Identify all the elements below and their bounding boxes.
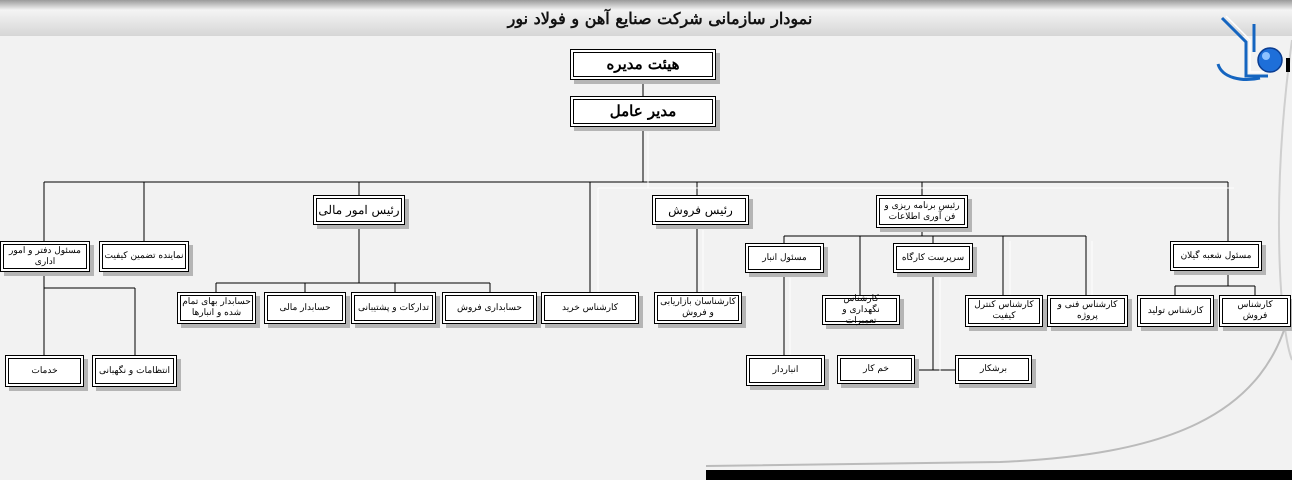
box-board	[570, 49, 716, 80]
box-qc-expert	[965, 295, 1043, 327]
box-warehouse-keeper	[746, 355, 825, 386]
label-bender: خم کار	[863, 364, 889, 374]
page-title: نمودار سازمانی شرکت صنایع آهن و فولاد نور	[507, 9, 813, 28]
box-ceo	[570, 96, 716, 127]
label-admin-head: مسئول دفتر و امور اداری	[9, 245, 81, 267]
label-tech-expert: کارشناس فنی و پروژه	[1057, 300, 1118, 321]
box-gilan-branch	[1170, 241, 1262, 271]
box-security	[92, 355, 177, 387]
label-production-expert: کارشناس تولید	[1147, 305, 1204, 316]
box-admin-head	[0, 241, 90, 272]
label-cutter: برشکار	[979, 364, 1008, 374]
box-sales-accounting	[442, 292, 537, 324]
label-services: خدمات	[31, 365, 58, 376]
box-planning-head	[876, 195, 968, 228]
box-sales-head	[652, 195, 749, 225]
bottom-decorative-bar	[706, 470, 1292, 480]
label-maint-expert: کارشناس نگهداری و تعمیرات	[842, 293, 880, 326]
label-marketing-experts: کارشناسان بازاریابی و فروش	[660, 297, 736, 318]
label-accountant-cost: حسابدار بهای تمام شده و انبارها	[182, 297, 251, 318]
box-finance-head	[313, 195, 405, 225]
label-warehouse-keeper: انباردار	[772, 365, 799, 375]
box-branch-sales-expert	[1219, 295, 1291, 327]
label-ceo: مدیر عامل	[609, 102, 677, 120]
box-accountant-cost	[177, 292, 256, 324]
label-sales-head: رئیس فروش	[668, 202, 733, 217]
label-branch-sales-expert: کارشناس فروش	[1237, 300, 1273, 321]
company-logo-icon	[1212, 12, 1290, 82]
label-gilan-branch: مسئول شعبه گیلان	[1180, 250, 1252, 261]
label-workshop-supervisor: سرپرست کارگاه	[901, 252, 965, 263]
label-finance-head: رئیس امور مالی	[318, 202, 400, 217]
box-cutter	[955, 355, 1032, 384]
box-workshop-supervisor	[893, 243, 973, 273]
box-purchase-expert	[541, 292, 639, 324]
label-procurement: تدارکات و پشتیبانی	[357, 302, 430, 313]
box-maint-expert	[822, 295, 900, 325]
label-security: انتظامات و نگهبانی	[98, 365, 171, 376]
box-warehouse-head	[745, 243, 824, 273]
label-quality-rep: نماینده تضمین کیفیت	[104, 251, 184, 261]
label-board: هیئت مدیره	[606, 55, 680, 73]
box-production-expert	[1137, 295, 1214, 327]
box-services	[5, 355, 84, 387]
box-accountant-fin	[264, 292, 346, 324]
box-procurement	[351, 292, 436, 324]
box-tech-expert	[1047, 295, 1128, 327]
label-purchase-expert: کارشناس خرید	[562, 302, 618, 313]
label-accountant-fin: حسابدار مالی	[279, 302, 331, 313]
box-quality-rep	[99, 241, 189, 272]
label-sales-accounting: حسابداری فروش	[457, 302, 522, 313]
box-marketing-experts	[654, 292, 742, 324]
label-qc-expert: کارشناس کنترل کیفیت	[974, 300, 1034, 321]
label-warehouse-head: مسئول انبار	[762, 252, 807, 263]
box-bender	[837, 355, 915, 384]
label-planning-head: رئیس برنامه ریزی و فن آوری اطلاعات	[884, 200, 960, 222]
